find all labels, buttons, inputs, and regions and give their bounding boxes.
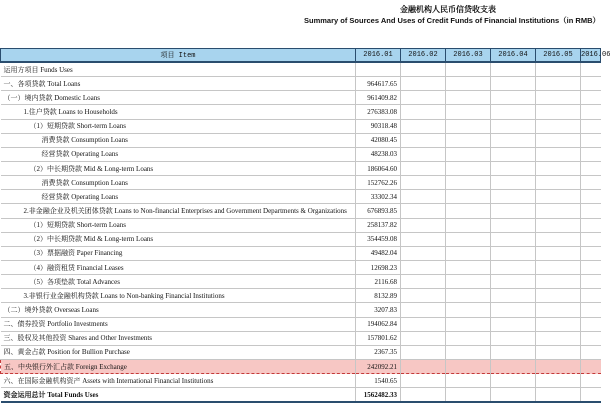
table-row <box>1 147 601 161</box>
row-value-empty <box>446 161 491 175</box>
row-value-empty <box>491 91 536 105</box>
row-value-empty <box>401 161 446 175</box>
table-row <box>1 232 601 246</box>
credit-funds-table <box>0 48 610 403</box>
table-row <box>1 388 601 403</box>
row-value-2016-01: 48238.03 <box>356 147 401 161</box>
row-value-empty <box>401 232 446 246</box>
row-value-empty <box>401 91 446 105</box>
row-label: 经营贷款 Operating Loans <box>1 147 356 161</box>
row-value-empty <box>401 359 446 373</box>
row-value-empty <box>446 77 491 91</box>
row-label: （1）短期贷款 Short-term Loans <box>1 119 356 133</box>
row-label: 资金运用总计 Total Funds Uses <box>1 388 356 403</box>
row-value-empty <box>446 62 491 77</box>
row-value-empty <box>446 331 491 345</box>
row-value-empty <box>536 289 581 303</box>
table-body <box>1 62 601 402</box>
row-value-empty <box>581 374 601 388</box>
row-value-empty <box>446 91 491 105</box>
row-value-empty <box>491 374 536 388</box>
row-value-empty <box>581 232 601 246</box>
table-row <box>1 345 601 359</box>
row-value-empty <box>581 133 601 147</box>
row-value-empty <box>536 190 581 204</box>
row-value-empty <box>581 204 601 218</box>
row-value-empty <box>446 374 491 388</box>
row-value-2016-01: 964617.65 <box>356 77 401 91</box>
row-value-empty <box>581 62 601 77</box>
row-value-empty <box>401 289 446 303</box>
row-value-2016-01: 961409.82 <box>356 91 401 105</box>
page-title-en: Summary of Sources And Uses of Credit Funds of Financial Institutions（in RMB） <box>304 16 600 25</box>
row-value-empty <box>581 289 601 303</box>
row-label: 二、债券投资 Portfolio Investments <box>1 317 356 331</box>
table-row <box>1 218 601 232</box>
row-label: 3.非银行业金融机构贷款 Loans to Non-banking Financial Institutions <box>1 289 356 303</box>
row-value-2016-01 <box>356 62 401 77</box>
row-label: 运用方项目 Funds Uses <box>1 62 356 77</box>
row-label: （二）境外贷款 Overseas Loans <box>1 303 356 317</box>
column-header-month: 2016.01 <box>356 49 401 63</box>
row-value-empty <box>491 345 536 359</box>
row-value-empty <box>446 388 491 403</box>
row-value-empty <box>446 176 491 190</box>
row-value-empty <box>581 190 601 204</box>
row-value-empty <box>446 119 491 133</box>
row-value-2016-01: 157801.62 <box>356 331 401 345</box>
row-value-2016-01: 12698.23 <box>356 260 401 274</box>
row-value-empty <box>401 303 446 317</box>
row-value-empty <box>446 218 491 232</box>
column-header-month: 2016.02 <box>401 49 446 63</box>
row-value-empty <box>581 147 601 161</box>
row-value-2016-01: 2116.68 <box>356 275 401 289</box>
page-title-cn: 金融机构人民币信贷收支表 <box>400 5 496 14</box>
row-value-empty <box>581 91 601 105</box>
row-value-empty <box>401 374 446 388</box>
row-value-2016-01: 186064.60 <box>356 161 401 175</box>
row-value-empty <box>446 275 491 289</box>
row-value-empty <box>446 359 491 373</box>
row-value-empty <box>536 388 581 403</box>
row-value-empty <box>446 246 491 260</box>
row-value-empty <box>536 147 581 161</box>
row-value-empty <box>536 275 581 289</box>
row-label: 三、股权及其他投资 Shares and Other Investments <box>1 331 356 345</box>
row-value-empty <box>446 303 491 317</box>
row-value-empty <box>491 218 536 232</box>
row-value-empty <box>401 204 446 218</box>
row-value-2016-01: 1540.65 <box>356 374 401 388</box>
row-value-empty <box>581 105 601 119</box>
row-label: 消费贷款 Consumption Loans <box>1 176 356 190</box>
row-value-empty <box>401 77 446 91</box>
table-row <box>1 317 601 331</box>
row-value-empty <box>491 147 536 161</box>
row-value-empty <box>536 176 581 190</box>
row-label: （5）各项垫款 Total Advances <box>1 275 356 289</box>
table-row <box>1 289 601 303</box>
table-row <box>1 161 601 175</box>
table-row <box>1 133 601 147</box>
row-value-empty <box>536 105 581 119</box>
row-value-empty <box>536 331 581 345</box>
row-value-empty <box>491 246 536 260</box>
row-value-2016-01: 152762.26 <box>356 176 401 190</box>
row-value-2016-01: 42080.45 <box>356 133 401 147</box>
row-value-empty <box>491 62 536 77</box>
row-value-empty <box>491 105 536 119</box>
row-value-empty <box>446 345 491 359</box>
row-value-empty <box>536 91 581 105</box>
row-value-2016-01: 90318.48 <box>356 119 401 133</box>
column-header-month: 2016.06 <box>581 49 601 63</box>
row-value-empty <box>536 119 581 133</box>
row-value-empty <box>536 260 581 274</box>
row-value-empty <box>446 105 491 119</box>
row-value-2016-01: 8132.89 <box>356 289 401 303</box>
row-value-empty <box>581 317 601 331</box>
table-row <box>1 119 601 133</box>
row-value-empty <box>581 119 601 133</box>
row-value-empty <box>536 359 581 373</box>
column-header-month: 2016.04 <box>491 49 536 63</box>
row-value-empty <box>491 317 536 331</box>
row-value-empty <box>536 232 581 246</box>
row-value-2016-01: 49482.04 <box>356 246 401 260</box>
column-header-month: 2016.05 <box>536 49 581 63</box>
row-value-empty <box>491 133 536 147</box>
row-value-empty <box>446 260 491 274</box>
table-row <box>1 331 601 345</box>
row-value-empty <box>536 204 581 218</box>
row-label: 消费贷款 Consumption Loans <box>1 133 356 147</box>
row-value-empty <box>581 303 601 317</box>
row-value-empty <box>401 218 446 232</box>
table-row <box>1 260 601 274</box>
row-value-empty <box>581 218 601 232</box>
row-value-empty <box>401 190 446 204</box>
row-value-2016-01: 194062.84 <box>356 317 401 331</box>
row-value-empty <box>446 133 491 147</box>
row-value-2016-01: 3207.83 <box>356 303 401 317</box>
row-label: （1）短期贷款 Short-term Loans <box>1 218 356 232</box>
row-value-empty <box>491 190 536 204</box>
row-value-2016-01: 676893.85 <box>356 204 401 218</box>
row-value-empty <box>446 289 491 303</box>
row-value-empty <box>491 260 536 274</box>
row-value-empty <box>401 246 446 260</box>
row-label: 2.非金融企业及机关团体贷款 Loans to Non-financial Enterprises and Government Departments & Organizations <box>1 204 356 218</box>
row-value-empty <box>491 161 536 175</box>
row-label: 一、各项贷款 Total Loans <box>1 77 356 91</box>
row-value-empty <box>491 232 536 246</box>
row-value-empty <box>491 359 536 373</box>
row-value-empty <box>536 303 581 317</box>
row-label: 四、黄金占款 Position for Bullion Purchase <box>1 345 356 359</box>
table-row <box>1 190 601 204</box>
row-value-empty <box>491 119 536 133</box>
row-value-empty <box>581 260 601 274</box>
row-value-empty <box>581 388 601 403</box>
table-row <box>1 176 601 190</box>
row-label: 经营贷款 Operating Loans <box>1 190 356 204</box>
table-row <box>1 275 601 289</box>
row-value-empty <box>536 218 581 232</box>
row-value-empty <box>491 275 536 289</box>
row-value-empty <box>536 345 581 359</box>
row-value-empty <box>401 105 446 119</box>
table-row <box>1 303 601 317</box>
row-value-empty <box>401 331 446 345</box>
column-header-item: 项目 Item <box>1 49 356 63</box>
row-value-empty <box>536 246 581 260</box>
row-value-empty <box>491 303 536 317</box>
row-value-empty <box>536 317 581 331</box>
row-label: 六、在国际金融机构资产 Assets with International Financial Institutions <box>1 374 356 388</box>
table-row <box>1 204 601 218</box>
row-value-empty <box>401 388 446 403</box>
row-label: （4）融资租赁 Financial Leases <box>1 260 356 274</box>
row-value-empty <box>491 77 536 91</box>
table-row <box>1 374 601 388</box>
row-value-2016-01: 1562482.33 <box>356 388 401 403</box>
row-value-empty <box>491 204 536 218</box>
row-value-empty <box>536 77 581 91</box>
row-value-empty <box>581 359 601 373</box>
row-value-empty <box>446 317 491 331</box>
row-value-empty <box>401 275 446 289</box>
row-label: 1.住户贷款 Loans to Households <box>1 105 356 119</box>
row-value-empty <box>581 246 601 260</box>
table-row <box>1 77 601 91</box>
row-label: （2）中长期贷款 Mid & Long-term Loans <box>1 232 356 246</box>
row-value-empty <box>581 331 601 345</box>
row-value-empty <box>581 77 601 91</box>
row-label: （3）票据融资 Paper Financing <box>1 246 356 260</box>
row-label: （一）境内贷款 Domestic Loans <box>1 91 356 105</box>
row-value-empty <box>446 190 491 204</box>
row-value-empty <box>491 388 536 403</box>
row-value-2016-01: 276383.08 <box>356 105 401 119</box>
table-row <box>1 246 601 260</box>
row-label: （2）中长期贷款 Mid & Long-term Loans <box>1 161 356 175</box>
row-value-empty <box>401 176 446 190</box>
row-value-empty <box>401 62 446 77</box>
row-value-empty <box>401 119 446 133</box>
row-value-2016-01: 2367.35 <box>356 345 401 359</box>
row-value-empty <box>401 133 446 147</box>
table-header-row <box>1 49 601 63</box>
table-row <box>1 91 601 105</box>
row-value-empty <box>401 345 446 359</box>
row-value-empty <box>491 289 536 303</box>
column-header-month: 2016.03 <box>446 49 491 63</box>
row-value-2016-01: 354459.08 <box>356 232 401 246</box>
row-value-empty <box>581 345 601 359</box>
row-value-empty <box>401 317 446 331</box>
row-value-empty <box>536 161 581 175</box>
row-value-empty <box>401 147 446 161</box>
row-value-empty <box>581 275 601 289</box>
row-value-empty <box>446 204 491 218</box>
row-value-empty <box>536 374 581 388</box>
row-value-empty <box>491 331 536 345</box>
row-value-empty <box>446 232 491 246</box>
row-value-2016-01: 258137.82 <box>356 218 401 232</box>
row-value-empty <box>581 161 601 175</box>
row-value-empty <box>536 62 581 77</box>
row-value-empty <box>401 260 446 274</box>
table-row <box>1 62 601 77</box>
row-value-empty <box>581 176 601 190</box>
row-label: 五、中央银行外汇占款 Foreign Exchange <box>1 359 356 373</box>
table-row <box>1 105 601 119</box>
row-value-2016-01: 242092.21 <box>356 359 401 373</box>
row-value-empty <box>536 133 581 147</box>
row-value-empty <box>491 176 536 190</box>
row-value-2016-01: 33302.34 <box>356 190 401 204</box>
row-value-empty <box>446 147 491 161</box>
table-row <box>1 359 601 373</box>
